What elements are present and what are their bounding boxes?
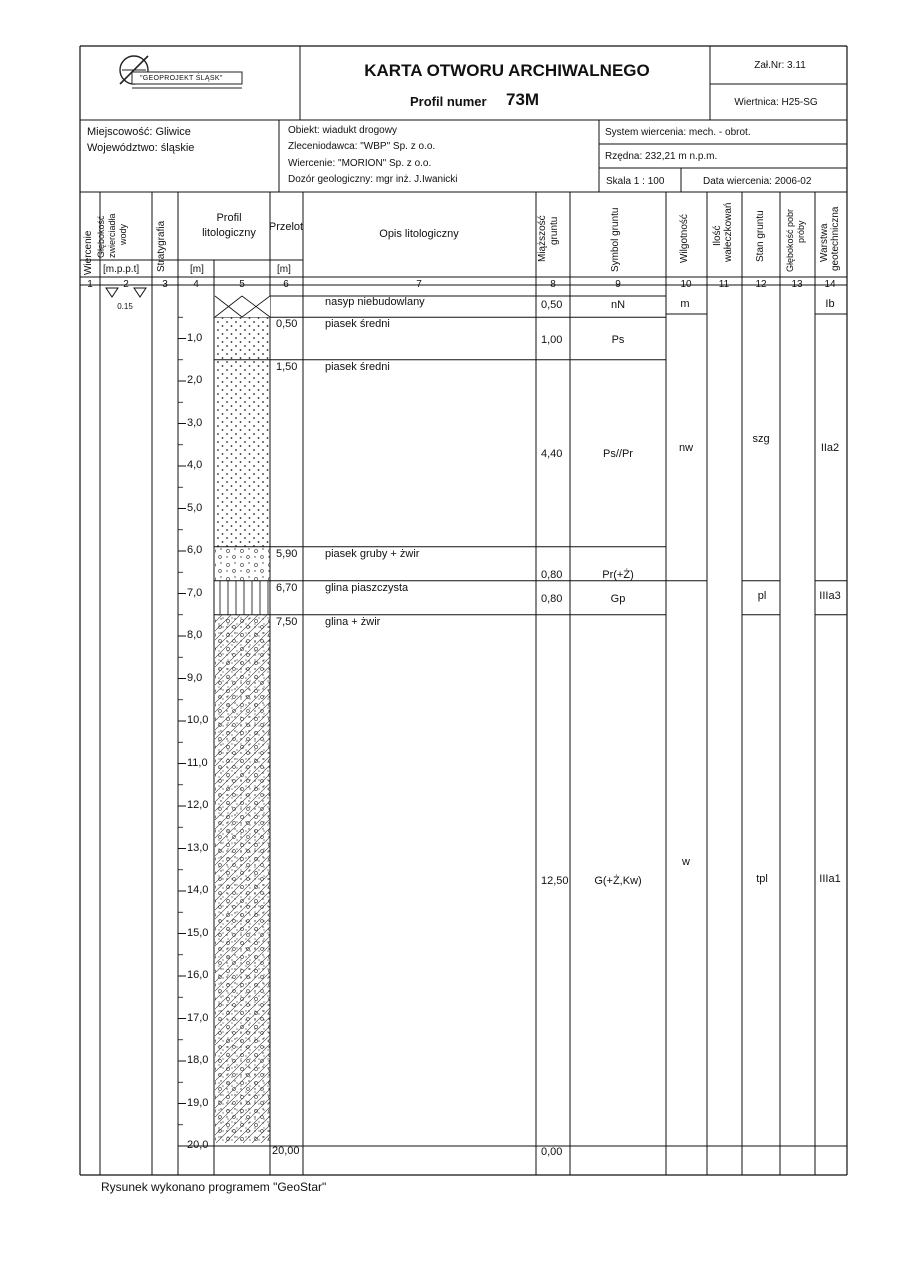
soil-symbol: nN	[610, 299, 626, 311]
column-number: 3	[162, 279, 168, 290]
depth-tick-label: 2,0	[187, 374, 203, 386]
client: Zleceniodawca: "WBP" Sp. z o.o.	[288, 141, 436, 152]
profile-number: 73M	[506, 90, 540, 109]
layer-thickness: 1,00	[541, 333, 563, 346]
layer-description: glina piaszczysta	[325, 581, 409, 594]
depth-tick-label: 12,0	[187, 799, 209, 811]
depth-tick-label: 4,0	[187, 459, 203, 471]
geological-supervision: Dozór geologiczny: mgr inż. J.Iwanicki	[288, 174, 458, 185]
fill-clay-gravel-stones	[215, 615, 270, 1143]
layer-thickness: 0,80	[541, 568, 563, 581]
column-number: 1	[87, 279, 93, 290]
water-level-icon	[134, 288, 146, 297]
card-title: KARTA OTWORU ARCHIWALNEGO	[364, 61, 650, 80]
col-header-profile-1: Profil	[216, 212, 242, 224]
column-number: 7	[416, 279, 422, 290]
col-header-water-depth-1: Głębokość	[96, 215, 106, 258]
water-depth-value: 0.15	[117, 302, 133, 311]
col-unit-water: [m.p.p.t]	[103, 264, 140, 275]
depth-tick-label: 14,0	[187, 884, 209, 896]
profile-label: Profil numer	[410, 94, 487, 109]
layer-top-depth: 1,50	[276, 360, 298, 373]
soil-state-value: pl	[757, 590, 767, 602]
layer-description: nasyp niebudowlany	[325, 296, 425, 308]
col-unit-interval: [m]	[277, 264, 291, 275]
geotech-layer-value: Ib	[825, 298, 835, 310]
locality: Miejscowość: Gliwice	[87, 126, 191, 138]
layer-top-depth: 6,70	[276, 581, 298, 594]
depth-tick-label: 13,0	[187, 841, 209, 854]
water-level-icon	[106, 288, 118, 297]
column-number: 8	[550, 279, 556, 290]
col-header-rolls-1: Ilość	[712, 225, 723, 246]
end-thickness: 0,00	[541, 1146, 563, 1158]
fill-sand-gravel	[215, 547, 270, 581]
layer-thickness: 4,40	[541, 448, 563, 461]
moisture-value: m	[680, 298, 690, 310]
column-number: 5	[239, 279, 245, 290]
fill-made-ground	[215, 296, 270, 317]
layer-description: piasek gruby + żwir	[325, 547, 420, 560]
drilling-date: Data wiercenia: 2006-02	[703, 176, 812, 187]
col-header-geo-layer-2: geotechniczna	[830, 206, 841, 271]
layer-top-depth: 5,90	[276, 547, 298, 560]
object: Obiekt: wiadukt drogowy	[288, 125, 397, 136]
col-header-sample-depth-2: próby	[796, 220, 806, 243]
column-number: 6	[283, 279, 289, 290]
geotech-layer-value: IIa2	[820, 442, 840, 454]
col-header-soil-state: Stan gruntu	[755, 210, 766, 262]
company-logo	[112, 52, 252, 92]
depth-tick-label: 8,0	[187, 629, 203, 641]
column-number: 13	[791, 279, 803, 290]
soil-state-value: szg	[752, 433, 770, 445]
layer-description: glina + żwir	[325, 615, 381, 628]
voivodeship: Województwo: śląskie	[87, 142, 195, 154]
depth-tick-label: 1,0	[187, 331, 203, 344]
depth-tick-label: 20,0	[187, 1139, 209, 1151]
depth-tick-label: 9,0	[187, 671, 203, 684]
layer-thickness: 12,50	[541, 875, 569, 888]
col-header-geo-layer-1: Warstwa	[819, 223, 830, 262]
depth-tick-label: 19,0	[187, 1096, 209, 1109]
soil-symbol: Ps	[611, 333, 625, 346]
drilling-company: Wiercenie: "MORION" Sp. z o.o.	[288, 158, 432, 169]
drilling-system: System wiercenia: mech. - obrot.	[605, 127, 751, 138]
moisture-value: w	[682, 856, 690, 868]
end-depth: 20,00	[272, 1145, 300, 1157]
col-header-water-depth-2: zwierciadła	[107, 213, 117, 258]
layer-description: piasek średni	[325, 360, 390, 373]
attachment-number: Zał.Nr: 3.11	[754, 60, 806, 71]
col-header-description: Opis litologiczny	[379, 228, 459, 240]
geotech-layer-value: IIIa1	[819, 873, 841, 885]
depth-tick-label: 5,0	[187, 501, 203, 514]
depth-tick-label: 17,0	[187, 1011, 209, 1024]
drilling-rig: Wiertnica: H25-SG	[734, 97, 818, 108]
depth-tick-label: 6,0	[187, 544, 203, 556]
col-header-thickness-1: Miąższość	[537, 215, 548, 262]
column-number: 11	[718, 279, 730, 290]
depth-tick-label: 3,0	[187, 416, 203, 429]
soil-symbol: G(+Ż,Kw)	[594, 875, 642, 888]
column-number: 14	[824, 279, 836, 290]
col-header-thickness-2: gruntu	[549, 216, 560, 245]
col-header-rolls-2: wałeczkowań	[723, 202, 734, 262]
layer-description: piasek średni	[325, 318, 390, 331]
layer-top-depth: 7,50	[276, 615, 298, 628]
col-unit-depth: [m]	[190, 264, 204, 275]
fill-clay	[215, 581, 270, 615]
elevation: Rzędna: 232,21 m n.p.m.	[605, 151, 718, 162]
column-number: 10	[680, 279, 692, 290]
soil-state-value: tpl	[756, 873, 768, 885]
soil-symbol: Pr(+Ż)	[602, 568, 634, 581]
column-number: 9	[615, 279, 621, 290]
layer-thickness: 0,50	[541, 299, 563, 311]
scale: Skala 1 : 100	[606, 176, 665, 187]
depth-tick-label: 15,0	[187, 926, 209, 939]
soil-symbol: Gp	[610, 592, 626, 605]
footer-note: Rysunek wykonano programem "GeoStar"	[101, 1180, 327, 1194]
col-header-sample-depth-1: Głębokość pobr	[785, 208, 795, 272]
depth-tick-label: 10,0	[187, 714, 209, 726]
geotech-layer-value: IIIa3	[819, 590, 841, 602]
depth-tick-label: 18,0	[187, 1054, 209, 1066]
layer-thickness: 0,80	[541, 592, 563, 605]
column-number: 4	[193, 279, 199, 290]
soil-symbol: Ps//Pr	[603, 448, 633, 461]
col-header-moisture: Wilgotność	[679, 214, 690, 263]
col-header-drilling: Wiercenie	[83, 230, 94, 275]
col-header-profile-2: litologiczny	[202, 227, 256, 239]
col-header-water-depth-3: wody	[118, 223, 128, 245]
layer-top-depth: 0,50	[276, 318, 298, 331]
col-header-stratigraphy: Stratygrafia	[156, 220, 167, 272]
col-header-interval: Przelot	[268, 221, 304, 233]
column-number: 2	[123, 279, 129, 290]
moisture-value: nw	[678, 442, 694, 454]
fill-sand	[215, 317, 270, 547]
logo-text: "GEOPROJEKT ŚLĄSK"	[140, 75, 223, 82]
depth-tick-label: 16,0	[187, 969, 209, 981]
column-number: 12	[755, 279, 767, 290]
col-header-soil-symbol: Symbol gruntu	[610, 207, 621, 272]
depth-tick-label: 11,0	[187, 756, 208, 769]
depth-tick-label: 7,0	[187, 586, 203, 599]
